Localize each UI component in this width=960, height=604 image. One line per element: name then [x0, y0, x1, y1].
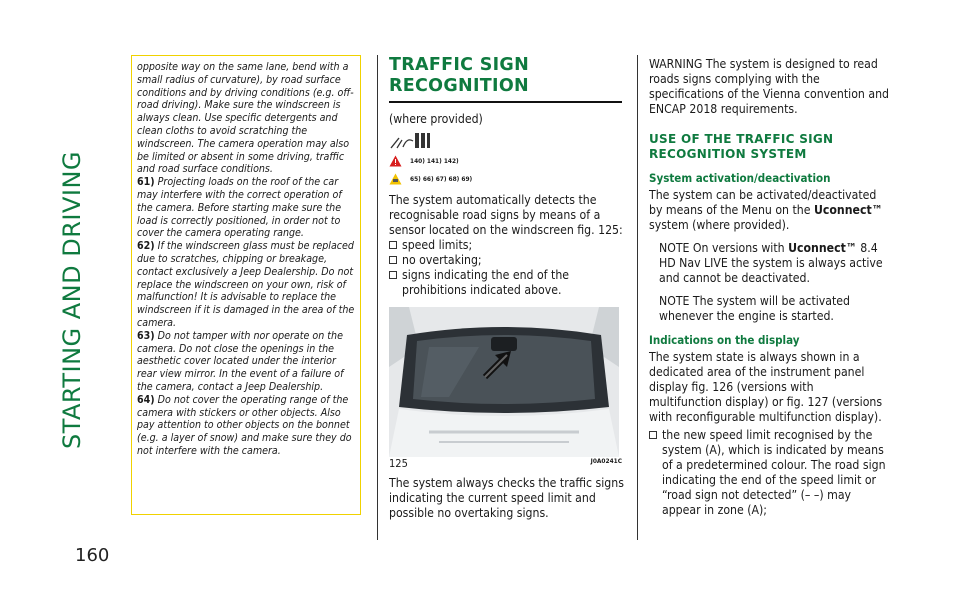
warning-triangle-icon	[389, 155, 402, 167]
warning-61: 61) Projecting loads on the roof of the car may interfere with the correct operation of the camera. Before starting make sure the load is correctly positioned, in order not to cover the camera operating range.	[137, 176, 342, 240]
list-item: no overtaking;	[389, 253, 625, 268]
lane-tsr-icon	[389, 131, 625, 151]
heading-activation: System activation/deactivation	[649, 171, 831, 185]
page-number: 160	[75, 545, 110, 566]
title-rule	[389, 101, 622, 103]
windscreen-camera-photo	[389, 307, 619, 457]
use-system-section	[649, 55, 889, 518]
activation-paragraph: The system can be activated/deactivated by means of the Menu on the Uconnect™ system (where provided).	[649, 188, 883, 232]
list-item: speed limits;	[389, 238, 625, 253]
warning-64: 64) Do not cover the operating range of the camera with stickers or other objects. Also pay attention to other objects on the bonnet (e.g. a layer of snow) and make sure they do not interfere with the camera.	[137, 393, 352, 457]
figure-number: 125	[389, 457, 408, 470]
note-engine: NOTE The system will be activated whenever the engine is started.	[659, 294, 851, 323]
warning-62: 62) If the windscreen glass must be replaced due to scratches, chipping or breakage, contact exclusively a Jeep Dealership. Do not replace the windscreen on your own, risk of malfunction! It is advisable to replace the windscreen if it is damaged in the area of the camera.	[137, 240, 355, 329]
where-provided: (where provided)	[389, 112, 483, 126]
heading-indications: Indications on the display	[649, 333, 800, 347]
figure-caption	[389, 457, 622, 470]
column-divider-2	[637, 55, 638, 540]
column-divider-1	[377, 55, 378, 540]
warning-63: 63) Do not tamper with nor operate on the camera. Do not close the openings in the aesthetic cover located under the interior rear view mirror. In the event of a failure of the camera, contact a Jeep Dealership.	[137, 329, 344, 393]
warnings-box	[131, 55, 361, 515]
warning-refs: 140) 141) 142)	[410, 156, 459, 165]
section-title: TRAFFIC SIGN RECOGNITION	[389, 55, 530, 96]
list-item: signs indicating the end of the prohibitions indicated above.	[389, 268, 625, 298]
caution-triangle-icon	[389, 173, 402, 185]
list-item: the new speed limit recognised by the system (A), which is indicated by means of a predetermined colour. The road sign indicating the end of the speed limit or “road sign not detected” (– –) may appear in zone (A);	[649, 428, 889, 518]
intro-paragraph: The system automatically detects the recognisable road signs by means of a sensor located on the windscreen fig. 125:	[389, 193, 623, 237]
after-figure-paragraph: The system always checks the traffic signs indicating the current speed limit and possible no overtaking signs.	[389, 476, 624, 520]
traffic-sign-section	[389, 55, 625, 521]
caution-refs: 65) 66) 67) 68) 69)	[410, 174, 473, 183]
indications-paragraph: The system state is always shown in a dedicated area of the instrument panel display fig. 126 (versions with multifunction display) or fig. 127 (versions with reconfigurable multifunction display).	[649, 350, 883, 424]
note-uconnect: NOTE On versions with Uconnect™ 8.4 HD Nav LIVE the system is always active and cannot be deactivated.	[659, 241, 883, 285]
subsection-title: USE OF THE TRAFFIC SIGN RECOGNITION SYSTEM	[649, 132, 834, 161]
warning-0: opposite way on the same lane, bend with a small radius of curvature), by road surface conditions and by driving conditions (e.g. off-road driving). Make sure the windscreen is always clean. Use specific detergents and clean cloths to avoid scratching the windscreen. The camera operation may also be limited or absent in some driving, traffic and road surface conditions.	[137, 61, 354, 176]
figure-code: J0A0241C	[590, 457, 622, 465]
warning-paragraph: WARNING The system is designed to read roads signs complying with the specifications of the Vienna convention and ENCAP 2018 requirements.	[649, 57, 889, 116]
